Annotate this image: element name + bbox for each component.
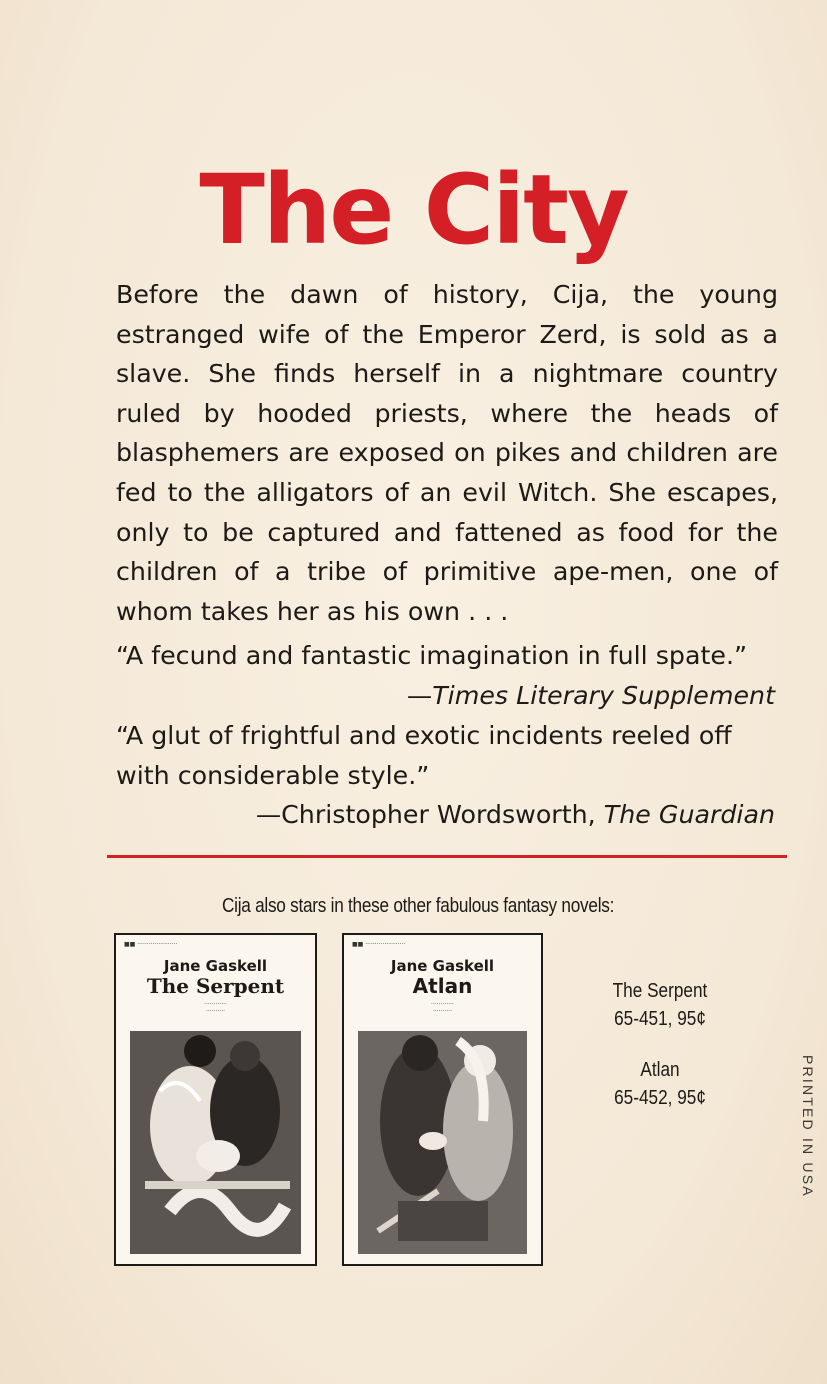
also-stars-caption: Cija also stars in these other fabulous fantasy novels: [221, 895, 615, 917]
divider-rule [107, 855, 787, 858]
review-attribution-1: —Times Literary Supplement [406, 681, 775, 710]
book-cover-serpent [114, 933, 317, 1266]
book-listing-atlan [600, 1056, 720, 1112]
cover-title: Atlan [412, 974, 473, 998]
listing-title: Atlan [640, 1059, 680, 1081]
book-title: The City [199, 154, 628, 266]
review-quote-1: “A fecund and fantastic imagination in full spate.” [116, 641, 748, 670]
cover-author: Jane Gaskell [163, 957, 268, 975]
listing-code-price: 65-452, 95¢ [614, 1087, 706, 1109]
cover-illustration [130, 1031, 301, 1254]
publisher-strip: ■■ ····················· [124, 941, 178, 948]
review-attribution-2: —Christopher Wordsworth, The Guardian [255, 800, 775, 829]
review-source-2: The Guardian [603, 800, 775, 829]
cover-illustration [358, 1031, 527, 1254]
review-quote-2: “A glut of frightful and exotic incidents reeled off with considerable style.” [116, 721, 732, 790]
synopsis: Before the dawn of history, Cija, the young estranged wife of the Emperor Zerd, is sold as a slave. She finds herself in a nightmare country ruled by hooded priests, where the heads of blasphemers are exposed on pikes and children are fed to the alligators of an evil Witch. She escapes, only to be captured and fattened as food for the children of a tribe of primitive ape-men, one of whom takes her as his own . . . [116, 280, 778, 626]
listing-title: The Serpent [612, 980, 708, 1002]
review-source-1: Times Literary Supplement [432, 681, 775, 710]
listing-code-price: 65-451, 95¢ [614, 1008, 706, 1030]
cover-blurb-lines: ············ ·········· [204, 1001, 227, 1015]
cover-blurb-lines: ············ ·········· [431, 1001, 454, 1015]
book-listing-serpent [600, 977, 720, 1033]
cover-author: Jane Gaskell [390, 957, 495, 975]
publisher-strip: ■■ ····················· [352, 941, 406, 948]
printed-in-usa: PRINTED IN USA [800, 1055, 816, 1198]
cover-title: The Serpent [146, 974, 285, 998]
book-cover-atlan [342, 933, 543, 1266]
